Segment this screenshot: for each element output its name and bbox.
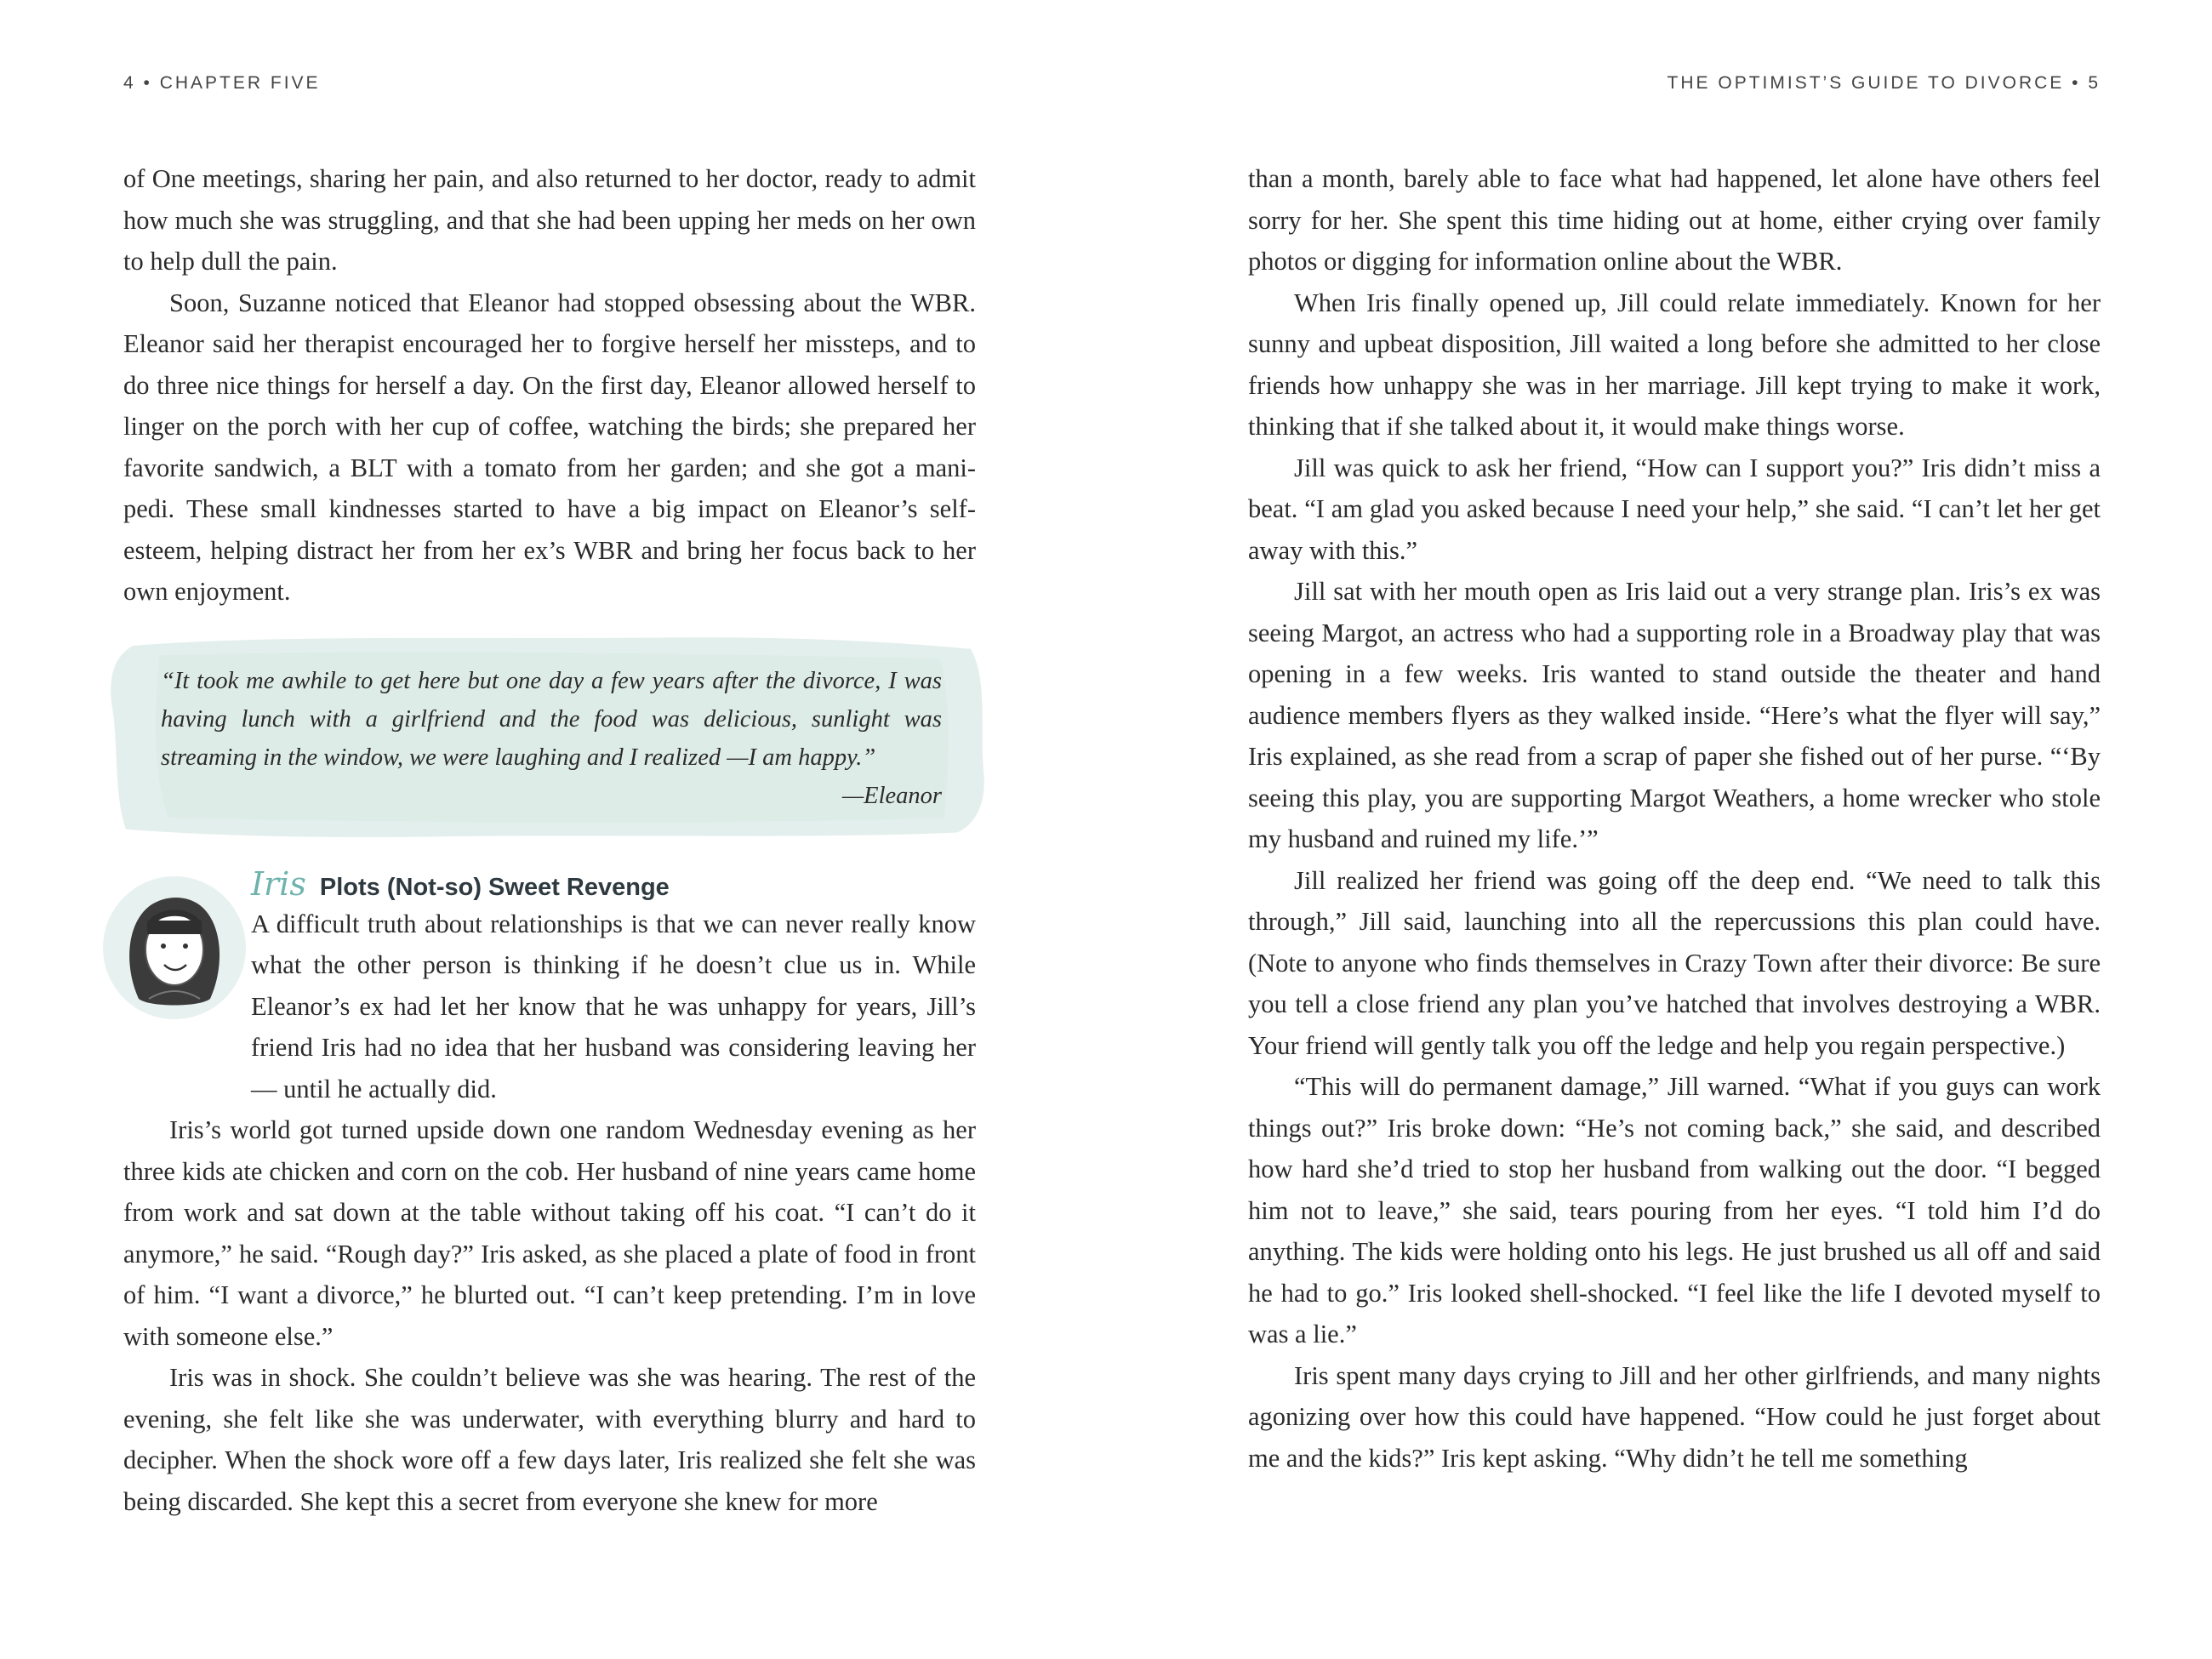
paragraph: Jill realized her friend was going off the deep end. “We need to talk this through,” Jill said, launching into all the repercussions this plan could have. (Note to anyone who finds themselves in Crazy Town after their divorce: Be sure you tell a close friend any plan you’ve hatched that involves destroying a WBR. Your friend will gently talk you off the ledge and help you regain perspective.) — [1248, 865, 2101, 1060]
right-page — [1248, 0, 2101, 1659]
paragraph: Jill sat with her mouth open as Iris laid out a very strange plan. Iris’s ex was seeing Margot, an actress who had a supporting role in a Broadway play that was opening in a few weeks. Iris wanted to stand outside the theater and hand audience members flyers as they walked inside. “Here’s what the flyer will say,” Iris explained, as she read from a scrap of paper she fished out of her purse. “‘By seeing this play, you are supporting Margot Weathers, a home wrecker who stole my husband and ruined my life.’” — [1248, 577, 2101, 853]
section-title-name: Iris — [251, 864, 306, 903]
section-heading — [123, 864, 976, 1110]
paragraph: A difficult truth about relationships is that we can never really know what the other person is thinking if he doesn’t clue us in. While Eleanor’s ex had let her know that he was unhappy for years, Jill’s friend Iris had no idea that her husband was considering leaving her — until he actually did. — [251, 909, 976, 1103]
paragraph: Iris spent many days crying to Jill and her other girlfriends, and many nights agonizing over how this could have happened. “How could he just forget about me and the kids?” Iris kept asking. “Why didn’t he tell me something — [1248, 1360, 2101, 1473]
running-head-left: 4 • CHAPTER FIVE — [123, 73, 321, 93]
paragraph: than a month, barely able to face what had happened, let alone have others feel sorry for her. She spent this time hiding out at home, either crying over family photos or digging for information online about the WBR. — [1248, 164, 2101, 276]
pull-quote — [106, 631, 993, 841]
left-page — [123, 0, 976, 1659]
paragraph: Iris was in shock. She couldn’t believe was she was hearing. The rest of the evening, she felt like she was underwater, with everything blurry and hard to decipher. When the shock wore off a few days later, Iris realized she felt she was being discarded. She kept this a secret from everyone she knew for more — [123, 1363, 976, 1516]
left-page-body — [123, 158, 976, 1522]
paragraph: “This will do permanent damage,” Jill warned. “What if you guys can work things out?” Iris broke down: “He’s not coming back,” she said, and described how hard she’d tried to stop her husband from walking out the door. “I begged him not to leave,” she said, tears pouring from her eyes. “I told him I’d do anything. The kids were holding onto his legs. He just brushed us all off and said he had to go.” Iris looked shell-shocked. “I feel like the life I devoted myself to was a lie.” — [1248, 1072, 2101, 1348]
section-title — [251, 864, 976, 904]
paragraph: of One meetings, sharing her pain, and also returned to her doctor, ready to admit how much she was struggling, and that she had been upping her meds on her own to help dull the pain. — [123, 164, 976, 276]
quote-text: “It took me awhile to get here but one day a few years after the divorce, I was having lunch with a girlfriend and the food was delicious, sunlight was streaming in the window, we were laughing and I realized —I am happy.” — [161, 667, 942, 771]
wrapped-paragraph — [251, 904, 976, 1110]
paragraph: Iris’s world got turned upside down one random Wednesday evening as her three kids ate chicken and corn on the cob. Her husband of nine years came home from work and sat down at the table without taking off his coat. “I can’t do it anymore,” he said. “Rough day?” Iris asked, as she placed a plate of food in front of him. “I want a divorce,” he blurted out. “I can’t keep pretending. I’m in love with someone else.” — [123, 1115, 976, 1351]
paragraph: Jill was quick to ask her friend, “How can I support you?” Iris didn’t miss a beat. “I am glad you asked because I need your help,” she said. “I can’t let her get away with this.” — [1248, 453, 2101, 565]
running-head-right: THE OPTIMIST’S GUIDE TO DIVORCE • 5 — [1667, 73, 2101, 93]
section-title-rest: Plots (Not-so) Sweet Revenge — [319, 873, 670, 901]
right-page-body — [1248, 158, 2101, 1479]
paragraph: When Iris finally opened up, Jill could relate immediately. Known for her sunny and upbeat disposition, Jill waited a long before she admitted to her close friends how unhappy she was in her marriage. Jill kept trying to make it work, thinking that if she talked about it, it would make things worse. — [1248, 288, 2101, 441]
paragraph: Soon, Suzanne noticed that Eleanor had stopped obsessing about the WBR. Eleanor said her therapist encouraged her to forgive herself her missteps, and to do three nice things for herself a day. On the first day, Eleanor allowed herself to linger on the porch with her cup of coffee, watching the birds; she prepared her favorite sandwich, a BLT with a tomato from her garden; and she got a mani-pedi. These small kindnesses started to have a big impact on Eleanor’s self-esteem, helping distract her from her ex’s WBR and bring her focus back to her own enjoyment. — [123, 288, 976, 606]
quote-attribution: —Eleanor — [841, 782, 942, 809]
avatar — [98, 871, 251, 1024]
